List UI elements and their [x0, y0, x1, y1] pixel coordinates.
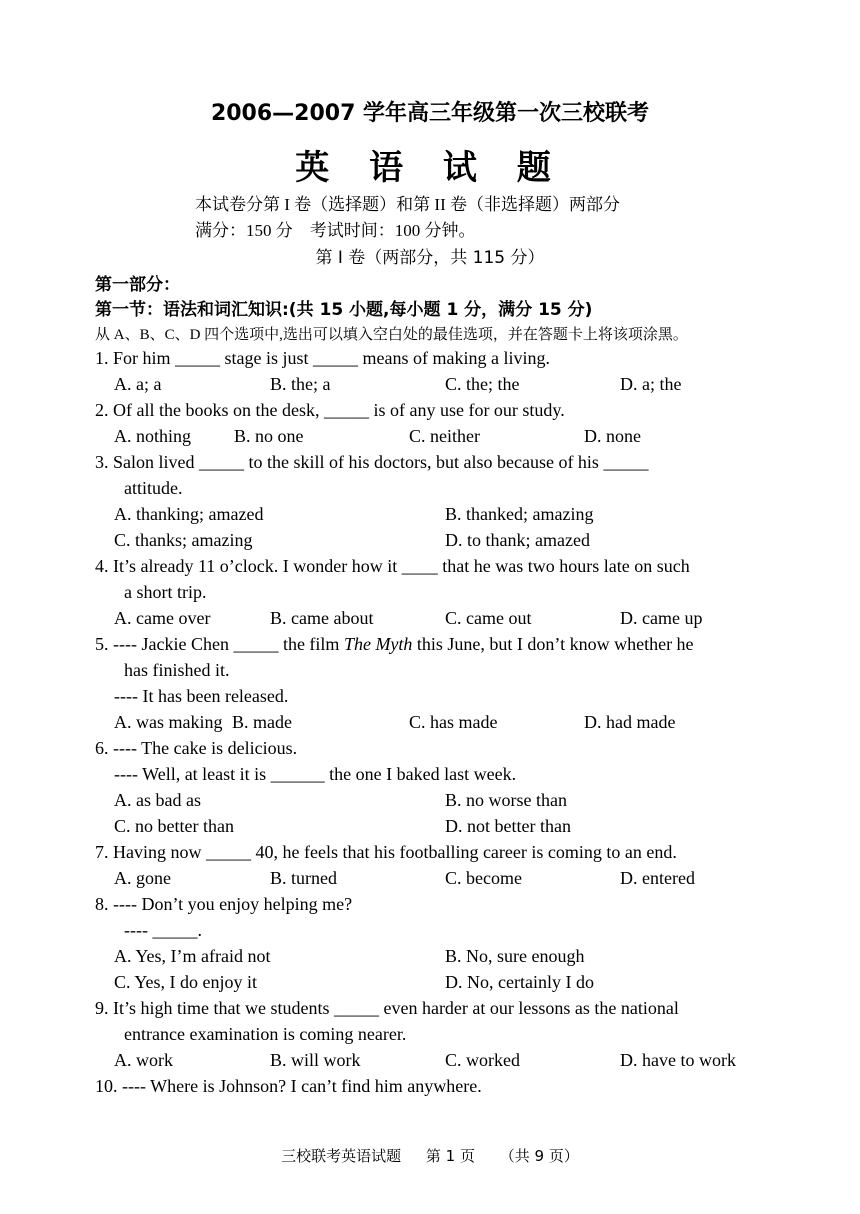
question-6-option-c: C. no better than — [114, 816, 234, 836]
question-4-option-c: C. came out — [445, 608, 532, 628]
question-6-option-b: B. no worse than — [445, 790, 567, 810]
question-5-option-a: A. was making — [114, 712, 223, 732]
question-9-option-c: C. worked — [445, 1050, 520, 1070]
question-1-option-d: D. a; the — [620, 374, 682, 394]
question-2-option-d: D. none — [584, 426, 641, 446]
question-2-stem: 2. Of all the books on the desk, _____ is of any use for our study. — [95, 400, 565, 420]
question-3-option-d: D. to thank; amazed — [445, 530, 590, 550]
instruction-text: 从 A、B、C、D 四个选项中,选出可以填入空白处的最佳选项，并在答题卡上将该项涂黑。 — [95, 327, 688, 343]
question-4-option-b: B. came about — [270, 608, 374, 628]
question-8-option-b: B. No, sure enough — [445, 946, 585, 966]
question-7-option-d: D. entered — [620, 868, 695, 888]
question-9-option-a: A. work — [114, 1050, 173, 1070]
question-8-option-c: C. Yes, I do enjoy it — [114, 972, 258, 992]
question-8-option-d: D. No, certainly I do — [445, 972, 594, 992]
question-4-stem-continued: a short trip. — [124, 582, 207, 602]
question-6-stem: 6. ---- The cake is delicious. — [95, 738, 298, 758]
part-label: 第一部分： — [95, 275, 180, 295]
question-6-reply: ---- Well, at least it is ______ the one I baked last week. — [114, 764, 517, 784]
question-5-stem — [95, 634, 694, 655]
question-3-stem: 3. Salon lived _____ to the skill of his doctors, but also because of his _____ — [95, 452, 649, 472]
question-5-option-b: B. made — [232, 712, 292, 732]
question-8-option-a: A. Yes, I’m afraid not — [114, 946, 271, 966]
question-9-option-d: D. have to work — [620, 1050, 736, 1070]
exam-info-line-1: 本试卷分第 I 卷（选择题）和第 II 卷（非选择题）两部分 — [195, 195, 620, 214]
exam-title: 2006—2007 学年高三年级第一次三校联考 — [210, 101, 650, 126]
question-6-option-d: D. not better than — [445, 816, 571, 836]
question-1-stem: 1. For him _____ stage is just _____ means of making a living. — [95, 348, 550, 368]
question-1-option-c: C. the; the — [445, 374, 520, 394]
question-5-reply: ---- It has been released. — [114, 686, 289, 706]
exam-info-line-2: 满分：150 分 考试时间：100 分钟。 — [195, 221, 476, 240]
subject-title: 英 语 试 题 — [295, 148, 565, 188]
footer-page-number: 第 1 页 — [425, 1147, 475, 1165]
question-5-stem-pre: 5. ---- Jackie Chen _____ the film — [95, 634, 344, 654]
question-1-option-b: B. the; a — [270, 374, 331, 394]
question-9-stem-continued: entrance examination is coming nearer. — [124, 1024, 407, 1044]
question-8-reply: ---- _____. — [124, 920, 202, 940]
volume-title: 第 I 卷（两部分，共 115 分） — [315, 248, 545, 268]
question-2-option-c: C. neither — [409, 426, 480, 446]
question-9-option-b: B. will work — [270, 1050, 361, 1070]
question-8-stem: 8. ---- Don’t you enjoy helping me? — [95, 894, 353, 914]
question-3-stem-continued: attitude. — [124, 478, 183, 498]
question-3-option-c: C. thanks; amazing — [114, 530, 253, 550]
footer-total-pages: （共 9 页） — [499, 1147, 579, 1165]
question-7-option-b: B. turned — [270, 868, 337, 888]
question-3-option-b: B. thanked; amazing — [445, 504, 594, 524]
question-9-stem: 9. It’s high time that we students _____ even harder at our lessons as the national — [95, 998, 679, 1018]
question-1-option-a: A. a; a — [114, 374, 162, 394]
question-6-option-a: A. as bad as — [114, 790, 201, 810]
question-10-stem: 10. ---- Where is Johnson? I can’t find him anywhere. — [95, 1076, 482, 1096]
question-5-option-d: D. had made — [584, 712, 676, 732]
footer-exam-name: 三校联考英语试题 — [281, 1147, 402, 1165]
question-4-option-a: A. came over — [114, 608, 211, 628]
question-5-stem-continued: has finished it. — [124, 660, 230, 680]
page-footer — [0, 1145, 860, 1166]
section-label: 第一节：语法和词汇知识:(共 15 小题,每小题 1 分，满分 15 分) — [95, 300, 593, 320]
question-5-film-title: The Myth — [343, 634, 413, 654]
question-5-stem-post: this June, but I don’t know whether he — [412, 634, 694, 654]
question-7-option-c: C. become — [445, 868, 522, 888]
question-7-option-a: A. gone — [114, 868, 171, 888]
question-4-stem: 4. It’s already 11 o’clock. I wonder how it ____ that he was two hours late on such — [95, 556, 690, 576]
question-3-option-a: A. thanking; amazed — [114, 504, 264, 524]
question-2-option-a: A. nothing — [114, 426, 192, 446]
question-2-option-b: B. no one — [234, 426, 304, 446]
question-5-option-c: C. has made — [409, 712, 498, 732]
question-4-option-d: D. came up — [620, 608, 703, 628]
question-7-stem: 7. Having now _____ 40, he feels that his footballing career is coming to an end. — [95, 842, 677, 862]
